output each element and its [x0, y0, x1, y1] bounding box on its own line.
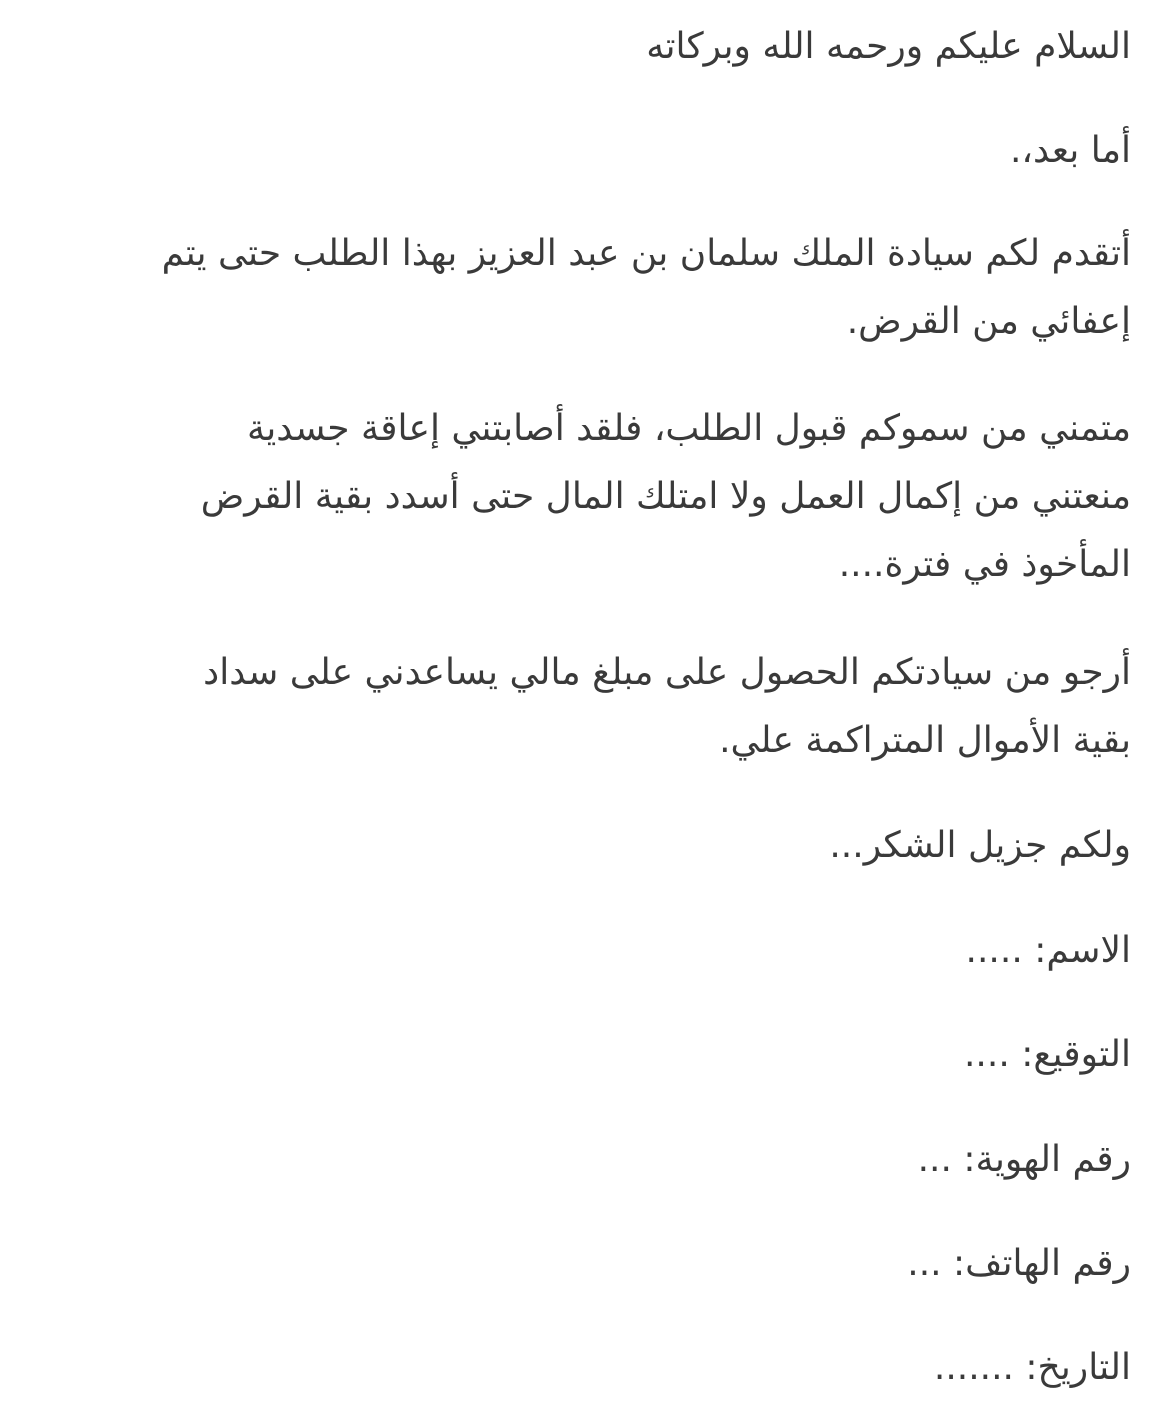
paragraph-line: متمني من سموكم قبول الطلب، فلقد أصابتني إعاقة جسدية: [246, 408, 1131, 449]
date-field-label: التاريخ: .......: [933, 1347, 1131, 1388]
signature-field: [964, 1021, 1131, 1089]
paragraph-line: المأخوذ في فترة....: [838, 544, 1131, 585]
phone-field: [907, 1230, 1131, 1298]
paragraph-line: منعتني من إكمال العمل ولا امتلك المال حتى أسدد بقية القرض: [200, 476, 1131, 517]
reason-paragraph: [201, 395, 1131, 599]
name-field-label: الاسم: .....: [965, 930, 1131, 971]
paragraph-line: أتقدم لكم سيادة الملك سلمان بن عبد العزيز بهذا الطلب حتى يتم: [161, 233, 1131, 274]
opening-text: [1010, 117, 1131, 185]
plea-paragraph: [203, 639, 1131, 775]
greeting-text: [646, 13, 1131, 81]
id-number-field-label: رقم الهوية: ...: [917, 1139, 1131, 1180]
request-paragraph: [162, 220, 1131, 356]
closing-line: ولكم جزيل الشكر...: [829, 825, 1131, 866]
greeting-line: السلام عليكم ورحمه الله وبركاته: [646, 26, 1131, 67]
paragraph-line: إعفائي من القرض.: [846, 301, 1131, 342]
id-number-field: [918, 1126, 1131, 1194]
paragraph-line: بقية الأموال المتراكمة علي.: [719, 720, 1131, 761]
opening-line: أما بعد،.: [1009, 130, 1131, 171]
date-field: [934, 1334, 1131, 1402]
name-field: [966, 917, 1131, 985]
closing-text: [829, 812, 1131, 880]
phone-field-label: رقم الهاتف: ...: [907, 1243, 1131, 1284]
signature-field-label: التوقيع: ....: [963, 1034, 1131, 1075]
paragraph-line: أرجو من سيادتكم الحصول على مبلغ مالي يساعدني على سداد: [203, 652, 1131, 693]
